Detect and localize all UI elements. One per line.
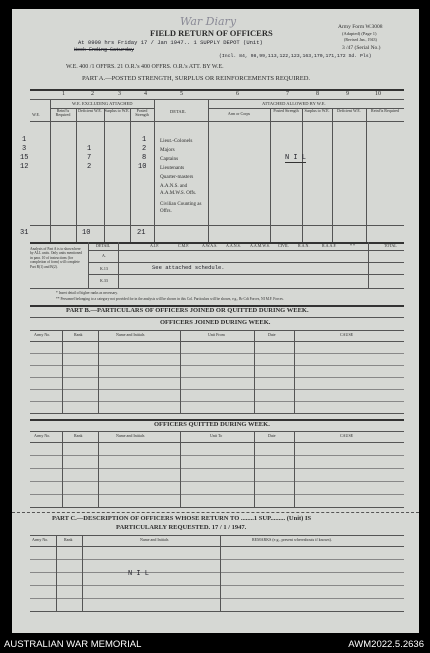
form-revised: (Revised Jan., 1943) (344, 37, 377, 42)
rank-majors: Majors (160, 147, 175, 153)
part-a-title: PART A.—POSTED STRENGTH, SURPLUS OR REINFORCEMENTS REQUIRED. (82, 75, 311, 82)
col-number-2: 2 (91, 91, 94, 97)
posted-col-head: Posted Strength (135, 108, 149, 117)
footnote-categories: ** Personnel belonging to a category not provided for in the analysis will be shown in this Col. Particulars will be shown, e.g., Br Cdt Forces, NI M.F. Forces. (56, 297, 284, 301)
att-deficient-col-head: Deficient W.E. (337, 108, 361, 113)
partc-head-army-no: Army No. (32, 537, 49, 542)
col-number-4: 4 (144, 91, 147, 97)
col-number-5: 5 (180, 91, 183, 97)
we-value-lt-col: 1 (22, 136, 27, 144)
analysis-head-raaf: R.A.A.F. (322, 243, 337, 248)
rank-lieutenants: Lieutenants (160, 165, 185, 171)
we-col-head: W.E. (32, 112, 40, 117)
establishment-line: W.E. 400 /1 OFFRS. 21 O.R.'s 400 OFFRS. O.R.'s ATT. BY W.E. (66, 64, 224, 70)
army-form-number: Army Form W.3008 (338, 24, 383, 30)
joined-head-name: Name and Initials (116, 332, 145, 337)
part-c-title: PART C.—DESCRIPTION OF OFFICERS WHOSE RETURN TO ........1 SUP......... (Unit) IS (52, 515, 312, 522)
analysis-head-detail: DETAIL (96, 243, 111, 248)
total-deficient: 10 (82, 229, 91, 237)
attached-nil: N I L (285, 154, 307, 162)
analysis-head-other: * * (350, 243, 355, 248)
rank-lieut-colonels: Lieut.-Colonels (160, 138, 193, 144)
quitted-head-rank: Rank (74, 433, 83, 438)
total-we: 31 (20, 229, 29, 237)
surplus-col-head: Surplus to W.E. (104, 108, 130, 113)
joined-head-date: Date (268, 332, 276, 337)
quitted-head-army-no: Army No. (34, 433, 51, 438)
analysis-head-aamws: A.A.M.W.S. (250, 243, 270, 248)
analysis-head-awas: A.W.A.S. (202, 243, 218, 248)
rank-nursing-officers: A.A.N.S. and A.A.M.W.S. Offs. (160, 184, 197, 196)
analysis-head-cmf: C.M.F. (178, 243, 190, 248)
analysis-row-a: A. (102, 253, 106, 258)
archive-reference: AWM2022.5.2636 (348, 639, 424, 650)
quitted-title: OFFICERS QUITTED DURING WEEK. (154, 421, 270, 428)
analysis-note: Analysis of Part A is to shown here by ALL units. Only units mentioned in para. 10 of instructions (for completion of form) will complete Part B(1) and B(2). (30, 247, 82, 269)
deficient-value-majors: 1 (87, 145, 92, 153)
posted-value-majors: 2 (142, 145, 147, 153)
we-group-heading: W.E. EXCLUDING ATTACHED (72, 101, 133, 106)
attached-group-heading: ATTACHED ALLOWED BY W.E. (262, 101, 326, 106)
deficient-value-lieutenants: 2 (87, 163, 92, 171)
rank-civilians: Civilian Counting as Offrs. (160, 202, 202, 214)
week-ending: Week Ending Saturday (74, 47, 135, 53)
col-number-3: 3 (118, 91, 121, 97)
archive-name: AUSTRALIAN WAR MEMORIAL (4, 639, 142, 650)
part-c-nil: N I L (128, 570, 150, 578)
col-number-7: 7 (286, 91, 289, 97)
report-date-unit: At 0900 hrs Friday 17 / Jan 1947.. 1 SUPPLY DEPOT (Unit) (78, 39, 263, 46)
analysis-head-civil: CIVIL (278, 243, 289, 248)
we-value-lieutenants: 12 (20, 163, 29, 171)
joined-head-unit-from: Unit From (208, 332, 225, 337)
analysis-row-k33: K.33 (100, 278, 108, 283)
partc-head-rank: Rank (64, 537, 73, 542)
quitted-head-cause: CAUSE (340, 433, 354, 438)
we-value-captains: 15 (20, 154, 29, 162)
analysis-head-ran: R.A.N. (298, 243, 310, 248)
see-attached-schedule: See attached schedule. (152, 264, 225, 271)
rank-quartermasters: Quarter-masters (160, 174, 194, 180)
att-surplus-col-head: Surplus to W.E. (304, 108, 330, 113)
col-number-10: 10 (375, 91, 381, 97)
joined-head-rank: Rank (74, 332, 83, 337)
detail-heading: DETAIL (170, 109, 186, 114)
form-title: FIELD RETURN OF OFFICERS (150, 28, 273, 38)
serial-number: 3 /47 (Serial No.) (342, 45, 381, 51)
handwritten-note: War Diary (180, 15, 237, 28)
rank-captains: Captains (160, 156, 179, 162)
quitted-head-unit-to: Unit To (210, 433, 223, 438)
footnote-ranks: * Insert detail of higher ranks as necessary. (56, 291, 118, 295)
col-number-9: 9 (346, 91, 349, 97)
partc-head-remarks: REMARKS (e.g., present whereabouts if known). (252, 537, 332, 542)
posted-value-lieutenants: 10 (138, 163, 147, 171)
col-number-1: 1 (62, 91, 65, 97)
included-platoons: (Incl. 84, 98,99,113,122,123,163,170,171,172 Sd. Pls) (219, 54, 372, 59)
archive-footer (0, 637, 430, 653)
joined-head-army-no: Army No. (34, 332, 51, 337)
analysis-head-aif: A.I.F. (150, 243, 160, 248)
posted-value-lt-col: 1 (142, 136, 147, 144)
joined-head-cause: CAUSE (340, 332, 354, 337)
we-value-majors: 3 (22, 145, 27, 153)
deficient-value-captains: 7 (87, 154, 92, 162)
total-posted: 21 (137, 229, 146, 237)
document-page (12, 9, 419, 633)
reinf-col-head: Reinf'ts Required (55, 108, 71, 117)
att-reinf-col-head: Reinf'ts Required (371, 108, 399, 113)
part-c-date: PARTICULARLY REQUESTED. 17 / 1 / 1947. (116, 524, 247, 531)
part-b-title: PART B.—PARTICULARS OF OFFICERS JOINED OR QUITTED DURING WEEK. (66, 307, 309, 314)
analysis-row-k13: K.13 (100, 266, 108, 271)
joined-title: OFFICERS JOINED DURING WEEK. (160, 319, 271, 326)
quitted-head-name: Name and Initials (116, 433, 145, 438)
arm-corps-col-head: Arm or Corps (227, 111, 251, 116)
analysis-head-total: TOTAL (384, 243, 397, 248)
col-number-6: 6 (236, 91, 239, 97)
col-number-8: 8 (316, 91, 319, 97)
posted-value-captains: 8 (142, 154, 147, 162)
deficient-col-head: Deficient W.E. (78, 108, 102, 113)
form-adapted: (Adapted) (Page 1) (342, 31, 377, 36)
partc-head-name: Name and Initials (140, 537, 169, 542)
quitted-head-date: Date (268, 433, 276, 438)
att-posted-col-head: Posted Strength (273, 108, 299, 113)
analysis-head-aans: A.A.N.S. (226, 243, 241, 248)
